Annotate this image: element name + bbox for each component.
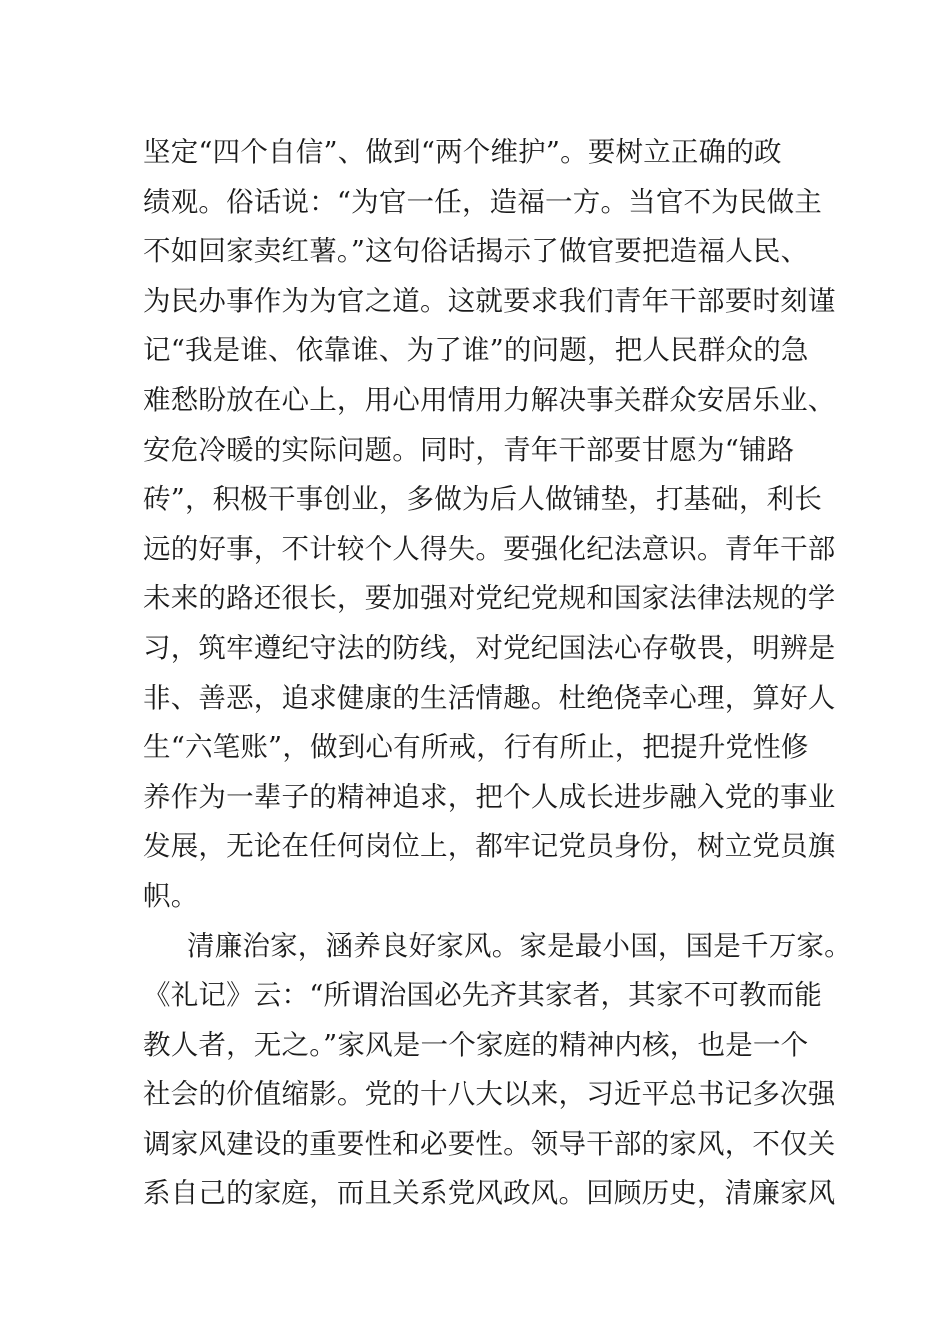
text-line: 难愁盼放在心上，用心用情用力解决事关群众安居乐业、 [143, 383, 836, 416]
text-line: 记“我是谁、依靠谁、为了谁”的问题，把人民群众的急 [143, 334, 809, 367]
text-line: 不如回家卖红薯。”这句俗话揭示了做官要把造福人民、 [143, 235, 809, 268]
text-line: 坚定“四个自信”、做到“两个维护”。要树立正确的政 [143, 136, 782, 168]
text-line: 远的好事，不计较个人得失。要强化纪法意识。青年干部 [143, 532, 836, 565]
text-line: 帜。 [143, 879, 199, 912]
text-line: 社会的价值缩影。党的十八大以来，习近平总书记多次强 [143, 1078, 836, 1111]
text-line: 生“六笔账”，做到心有所戒，行有所止，把提升党性修 [143, 731, 809, 764]
text-line: 教人者，无之。”家风是一个家庭的精神内核，也是一个 [143, 1028, 809, 1061]
text-line: 《礼记》云：“所谓治国必先齐其家者，其家不可教而能 [143, 979, 823, 1012]
text-line: 系自己的家庭，而且关系党风政风。回顾历史，清廉家风 [143, 1177, 836, 1210]
text-line: 非、善恶，追求健康的生活情趣。杜绝侥幸心理，算好人 [143, 681, 836, 714]
text-line: 未来的路还很长，要加强对党纪党规和国家法律法规的学 [143, 582, 836, 615]
text-line: 习，筑牢遵纪守法的防线，对党纪国法心存敬畏，明辨是 [143, 631, 836, 664]
text-line: 为民办事作为为官之道。这就要求我们青年干部要时刻谨 [143, 284, 836, 317]
text-line: 养作为一辈子的精神追求，把个人成长进步融入党的事业 [143, 780, 836, 813]
text-line: 调家风建设的重要性和必要性。领导干部的家风，不仅关 [143, 1127, 836, 1160]
text-line: 安危冷暖的实际问题。同时，青年干部要甘愿为“铺路 [143, 433, 795, 466]
text-line: 砖”，积极干事创业，多做为后人做铺垫，打基础，利长 [143, 483, 823, 516]
text-line: 绩观。俗话说：“为官一任，造福一方。当官不为民做主 [143, 185, 823, 218]
paragraph-start-line: 清廉治家，涵养良好家风。家是最小国，国是千万家。 [187, 929, 852, 962]
body-text [143, 128, 852, 1219]
text-line: 发展，无论在任何岗位上，都牢记党员身份，树立党员旗 [143, 830, 836, 863]
